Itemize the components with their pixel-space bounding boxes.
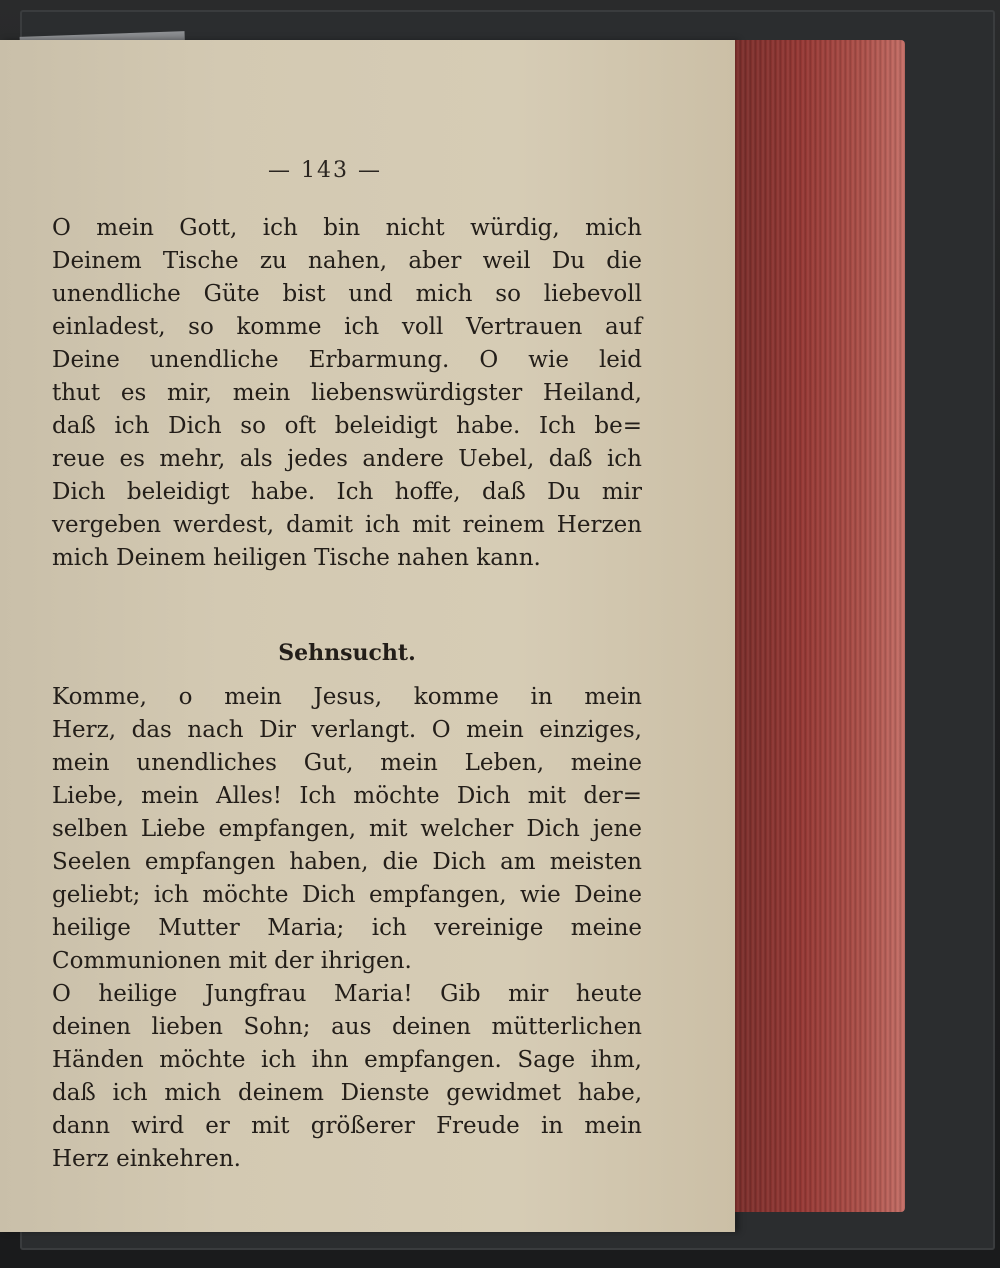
text-line: Seelen empfangen haben, die Dich am meisten <box>52 849 642 875</box>
text-line: Deinem Tische zu nahen, aber weil Du die <box>52 248 642 274</box>
text-line: Deine unendliche Erbarmung. O wie leid <box>52 347 642 373</box>
book-page <box>0 40 735 1232</box>
text-line: O heilige Jungfrau Maria! Gib mir heute <box>52 981 642 1007</box>
text-line: heilige Mutter Maria; ich vereinige meine <box>52 915 642 941</box>
page-number: — 143 — <box>268 158 382 183</box>
text-line: thut es mir, mein liebenswürdigster Heiland, <box>52 380 642 406</box>
text-line: deinen lieben Sohn; aus deinen mütterlichen <box>52 1014 642 1040</box>
text-line: mein unendliches Gut, mein Leben, meine <box>52 750 642 776</box>
text-line: daß ich Dich so oft beleidigt habe. Ich be= <box>52 413 642 439</box>
text-line: mich Deinem heiligen Tische nahen kann. <box>52 545 541 571</box>
section-heading: Sehnsucht. <box>278 640 416 666</box>
text-line: dann wird er mit größerer Freude in mein <box>52 1113 642 1139</box>
text-line: selben Liebe empfangen, mit welcher Dich jene <box>52 816 642 842</box>
text-line: unendliche Güte bist und mich so liebevoll <box>52 281 642 307</box>
text-line: vergeben werdest, damit ich mit reinem Herzen <box>52 512 642 538</box>
text-line: Liebe, mein Alles! Ich möchte Dich mit der= <box>52 783 642 809</box>
page-text <box>52 212 642 1176</box>
text-line: daß ich mich deinem Dienste gewidmet habe, <box>52 1080 642 1106</box>
text-line: Komme, o mein Jesus, komme in mein <box>52 684 642 710</box>
text-line: Händen möchte ich ihn empfangen. Sage ihm, <box>52 1047 642 1073</box>
page-edges <box>735 40 905 1212</box>
text-line: Communionen mit der ihrigen. <box>52 948 412 974</box>
text-line: reue es mehr, als jedes andere Uebel, daß ich <box>52 446 642 472</box>
text-line: geliebt; ich möchte Dich empfangen, wie Deine <box>52 882 642 908</box>
text-line: Herz, das nach Dir verlangt. O mein einziges, <box>52 717 642 743</box>
text-line: Dich beleidigt habe. Ich hoffe, daß Du mir <box>52 479 642 505</box>
text-line: Herz einkehren. <box>52 1146 241 1172</box>
text-line: O mein Gott, ich bin nicht würdig, mich <box>52 215 642 241</box>
text-line: einladest, so komme ich voll Vertrauen auf <box>52 314 642 340</box>
